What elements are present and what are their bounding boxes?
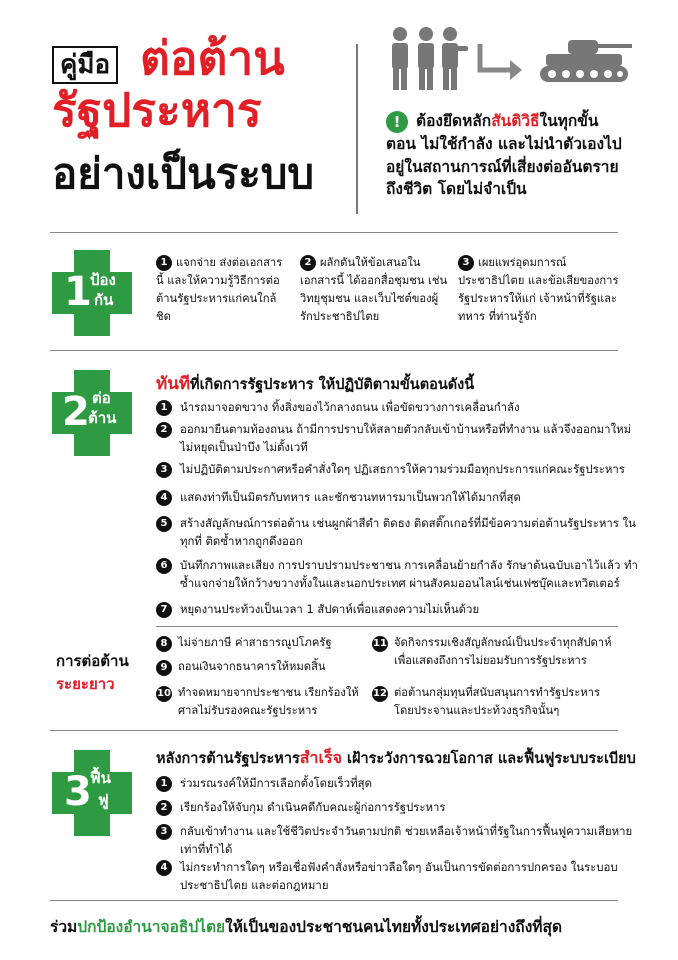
footer-slogan	[50, 914, 562, 939]
item-text: ออกมายืนตามท้องถนน ถ้ามีการปราบให้สลายตัวกลับเข้าบ้านหรือที่ทำงาน แล้วจึงออกมาใหม่ ไม่หยุดเป็นป่าบึง ไม่ตั้งเวที	[180, 422, 632, 455]
item-text: ทำจดหมายจากประชาชน เรียกร้องให้ศาลไม่รับรองคณะรัฐประหาร	[178, 686, 359, 717]
longterm-label: การต่อต้าน	[56, 652, 129, 670]
number-badge: 2	[300, 255, 316, 271]
list-item	[156, 858, 646, 895]
list-item	[156, 514, 646, 551]
item-text: ไม่กระทำการใดๆ หรือเชื่อฟังคำสั่งหรือข่าวลือใดๆ อันเป็นการขัดต่อการปกครอง ในระบอบประชาธิปไตย และต่อกฎหมาย	[180, 860, 618, 893]
section-2-badge	[52, 370, 132, 456]
item-text: เรียกร้องให้จับกุม ดำเนินคดีกับคณะผู้ก่อการรัฐประหาร	[180, 800, 446, 814]
arrow-return-icon	[472, 40, 528, 84]
section-label-top: ฟื้น	[90, 769, 111, 787]
title-line-2: รัฐประหาร	[52, 83, 262, 137]
warning-highlight: สันติวิธี	[491, 112, 540, 130]
list-item	[156, 488, 646, 506]
item-text: แสดงท่าทีเป็นมิตรกับทหาร และชักชวนทหารมาเป็นพวกให้ได้มากที่สุด	[180, 490, 521, 504]
section-label-top: ป้อง	[90, 271, 116, 289]
number-badge: 3	[156, 824, 172, 840]
item-text: แจกจ่าย ส่งต่อเอกสารนี้ และให้ความรู้วิธีการต่อต้านรัฐประหารแก่คนใกล้ชิด	[156, 256, 283, 323]
warning-text-pre: ต้องยึดหลัก	[416, 112, 492, 130]
divider	[50, 232, 618, 233]
item-text: หยุดงานประท้วงเป็นเวลา 1 สัปดาห์เพื่อแสดงความไม่เห็นด้วย	[180, 602, 480, 616]
people-icon	[386, 26, 468, 92]
list-item	[156, 600, 646, 618]
number-badge: 8	[156, 636, 172, 652]
section-label-bottom: ฟู	[98, 791, 109, 809]
item-text: กลับเข้าทำงาน และใช้ชีวิตประจำวันตามปกติ ช่วยเหลือเจ้าหน้าที่รัฐในการฟื้นฟูความเสียหาย เท่าที่ทำได้	[180, 824, 633, 857]
section-3-heading	[156, 746, 636, 771]
heading-text-pre: หลังการต้านรัฐประหาร	[156, 751, 300, 767]
section-label-bottom: ต้าน	[88, 409, 117, 427]
number-badge: 9	[156, 660, 172, 676]
longterm-label-red: ระยะยาว	[56, 675, 115, 693]
item-text: ร่วมรณรงค์ให้มีการเลือกตั้งโดยเร็วที่สุด	[180, 776, 373, 790]
item-text: ไม่ปฏิบัติตามประกาศหรือคำสั่งใดๆ ปฏิเสธการให้ความร่วมมือทุกประการแก่คณะรัฐประหาร	[180, 462, 625, 476]
list-item	[156, 798, 646, 816]
prevent-item	[156, 254, 286, 326]
section-2-heading	[156, 370, 474, 397]
title-line-1: ต่อต้าน	[140, 31, 285, 85]
longterm-item	[372, 684, 622, 720]
number-badge: 10	[156, 686, 172, 702]
warning-text-post: ในทุกขั้นตอน ไม่ใช้กำลัง และไม่นำตัวเองไปอยู่ในสถานการณ์ที่เสี่ยงต่ออันตรายถึงชีวิต โดยไม่จำเป็น	[386, 112, 622, 199]
divider	[50, 350, 618, 351]
footer-text-pre: ร่วม	[50, 918, 78, 936]
number-badge: 7	[156, 602, 172, 618]
heading-highlight: ทันที	[156, 374, 191, 394]
number-badge: 2	[156, 800, 172, 816]
heading-text-post: เฝ้าระวังการฉวยโอกาส และฟื้นฟูระบบระเบียบ	[341, 751, 636, 767]
number-badge: 1	[156, 400, 172, 416]
longterm-item	[156, 684, 368, 720]
list-item	[156, 774, 646, 792]
number-badge: 1	[156, 255, 172, 271]
guide-label: คู่มือ	[52, 46, 118, 84]
item-text: บันทึกภาพและเสียง การปราบปรามประชาชน การเคลื่อนย้ายกำลัง รักษาต้นฉบับเอาไว้แล้ว ทำซ้ำแจกจ่ายให้กว้างขวางทั้งในและนอกประเทศ ผ่านสังคมออนไลน์เช่นเฟซบุ๊คและทวิตเตอร์	[180, 558, 638, 591]
exclamation-icon: !	[386, 111, 408, 133]
list-item	[156, 556, 646, 593]
longterm-item	[372, 634, 622, 670]
section-number: 3	[64, 769, 92, 815]
header-divider	[356, 44, 358, 214]
list-item	[156, 420, 646, 457]
number-badge: 11	[372, 636, 388, 652]
divider	[50, 730, 618, 731]
number-badge: 2	[156, 422, 172, 438]
item-text: เผยแพร่อุดมการณ์ประชาธิปไตย และข้อเสียของการรัฐประหารให้แก่ เจ้าหน้าที่รัฐและทหาร ที่ท่านรู้จัก	[458, 256, 619, 323]
item-text: จัดกิจกรรมเชิงสัญลักษณ์เป็นประจำทุกสัปดาห์ เพื่อแสดงถึงการไม่ยอมรับการรัฐประหาร	[394, 636, 612, 667]
number-badge: 4	[156, 490, 172, 506]
item-text: ต่อต้านกลุ่มทุนที่สนับสนุนการทำรัฐประหาร โดยประจานและประท้วงธุรกิจนั้นๆ	[394, 686, 600, 717]
number-badge: 12	[372, 686, 388, 702]
number-badge: 6	[156, 558, 172, 574]
warning-note	[386, 110, 622, 201]
tank-icon	[536, 30, 632, 90]
divider	[50, 900, 618, 901]
item-text: ถอนเงินจากธนาคารให้หมดสิ้น	[178, 660, 326, 673]
number-badge: 5	[156, 516, 172, 532]
longterm-item	[156, 634, 368, 652]
number-badge: 3	[458, 255, 474, 271]
longterm-item	[156, 658, 368, 676]
heading-highlight: สำเร็จ	[299, 748, 342, 767]
list-item	[156, 460, 646, 478]
footer-text-post: ให้เป็นของประชาชนคนไทยทั้งประเทศอย่างถึงที่สุด	[225, 918, 563, 936]
list-item	[156, 822, 646, 859]
section-number: 2	[62, 389, 90, 435]
list-item	[156, 398, 646, 416]
section-3-badge	[52, 750, 132, 836]
title-line-3: อย่างเป็นระบบ	[52, 149, 315, 198]
number-badge: 3	[156, 462, 172, 478]
prevent-item	[458, 254, 628, 326]
prevent-item	[300, 254, 450, 326]
divider	[156, 626, 618, 627]
section-label-bottom: กัน	[94, 291, 114, 309]
footer-highlight: ปกป้องอำนาจอธิปไตย	[77, 918, 226, 936]
item-text: นำรถมาจอดขวาง ทิ้งสิ่งของไว้กลางถนน เพื่อขัดขวางการเคลื่อนกำลัง	[180, 400, 520, 414]
number-badge: 4	[156, 860, 172, 876]
item-text: ผลักดันให้ข้อเสนอในเอกสารนี้ ได้ออกสื่อชุมชน เช่น วิทยุชุมชน และเว็บไซต์ของผู้รักประชาธิปไตย	[300, 256, 448, 323]
section-number: 1	[64, 269, 92, 315]
section-label-top: ต่อ	[92, 389, 111, 407]
item-text: สร้างสัญลักษณ์การต่อต้าน เช่นผูกผ้าสีดำ ติดธง ติดสติ๊กเกอร์ที่มีข้อความต่อต้านรัฐประหาร ในทุกที่ ติดซ้ำหากถูกดึงออก	[180, 516, 636, 549]
heading-text: ที่เกิดการรัฐประหาร ให้ปฏิบัติตามขั้นตอนดังนี้	[190, 377, 475, 393]
item-text: ไม่จ่ายภาษี ค่าสาธารณูปโภครัฐ	[178, 636, 332, 649]
section-1-badge	[52, 250, 132, 336]
number-badge: 1	[156, 776, 172, 792]
